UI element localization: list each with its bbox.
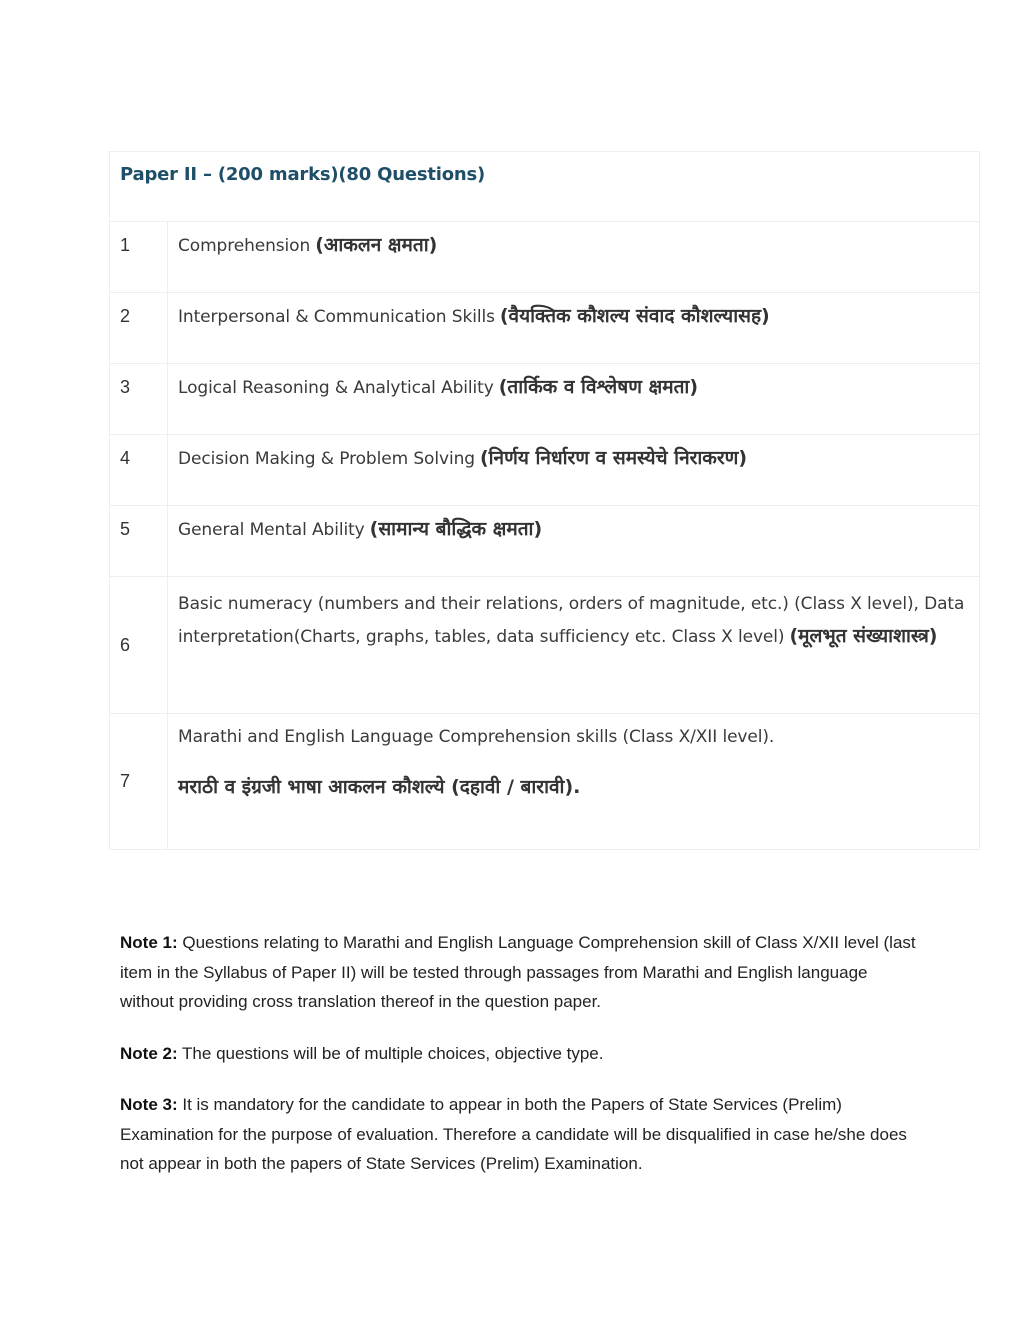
note-label: Note 1:: [120, 933, 178, 952]
note-3: [120, 1090, 920, 1179]
table-row: [110, 364, 980, 435]
paper-title: Paper II – (200 marks)(80 Questions): [120, 164, 486, 185]
topic-english: Basic numeracy (numbers and their relations, orders of magnitude, etc.) (Class X level), Data interpretation(Charts, graphs, tables, data sufficiency etc. Class X level): [178, 594, 965, 647]
table-row: [110, 435, 980, 506]
syllabus-table: [109, 151, 980, 850]
topic-english: General Mental Ability: [178, 520, 365, 540]
topic-english: Decision Making & Problem Solving: [178, 449, 475, 469]
topic-english: Logical Reasoning & Analytical Ability: [178, 378, 494, 398]
topic-english: Marathi and English Language Comprehension skills (Class X/XII level).: [178, 727, 775, 747]
table-row: [110, 293, 980, 364]
note-text: It is mandatory for the candidate to appear in both the Papers of State Services (Prelim) Examination for the purpose of evaluation. Therefore a candidate will be disqualified in case he/she does not appear in both the papers of State Services (Prelim) Examination.: [120, 1095, 907, 1173]
row-number: 4: [110, 435, 168, 506]
note-text: The questions will be of multiple choices, objective type.: [182, 1043, 604, 1063]
table-row: [110, 577, 980, 714]
row-number: 3: [110, 364, 168, 435]
row-number: 7: [110, 714, 168, 850]
topic-marathi: (वैयक्तिक कौशल्य संवाद कौशल्यासह): [499, 305, 770, 327]
topic-marathi: मराठी व इंग्रजी भाषा आकलन कौशल्ये (दहावी / बारावी).: [178, 776, 581, 798]
table-row: [110, 506, 980, 577]
topic-marathi: (आकलन क्षमता): [315, 234, 438, 256]
note-2: [120, 1039, 920, 1069]
topic-english: Interpersonal & Communication Skills: [178, 307, 495, 327]
topic-marathi: (तार्किक व विश्लेषण क्षमता): [498, 376, 699, 398]
topic-marathi: (मूलभूत संख्याशास्त्र): [789, 625, 938, 647]
topic-marathi: (निर्णय निर्धारण व समस्येचे निराकरण): [479, 447, 748, 469]
row-number: 6: [110, 577, 168, 714]
note-label: Note 3:: [120, 1095, 178, 1114]
note-1: [120, 928, 920, 1017]
row-topic: [168, 506, 980, 577]
row-topic: [168, 435, 980, 506]
row-topic: [168, 577, 980, 714]
table-row: [110, 714, 980, 850]
row-topic: [168, 222, 980, 293]
notes-section: [120, 928, 920, 1201]
row-number: 1: [110, 222, 168, 293]
table-header-cell: [110, 152, 980, 222]
note-text: Questions relating to Marathi and English Language Comprehension skill of Class X/XII level (last item in the Syllabus of Paper II) will be tested through passages from Marathi and English language without providing cross translation thereof in the question paper.: [120, 933, 916, 1011]
row-topic: [168, 364, 980, 435]
row-topic: [168, 714, 980, 850]
table-row: [110, 222, 980, 293]
table-header-row: [110, 152, 980, 222]
row-topic: [168, 293, 980, 364]
topic-english: Comprehension: [178, 236, 311, 256]
topic-marathi: (सामान्य बौद्धिक क्षमता): [369, 518, 543, 540]
row-number: 5: [110, 506, 168, 577]
row-number: 2: [110, 293, 168, 364]
note-label: Note 2:: [120, 1043, 178, 1063]
